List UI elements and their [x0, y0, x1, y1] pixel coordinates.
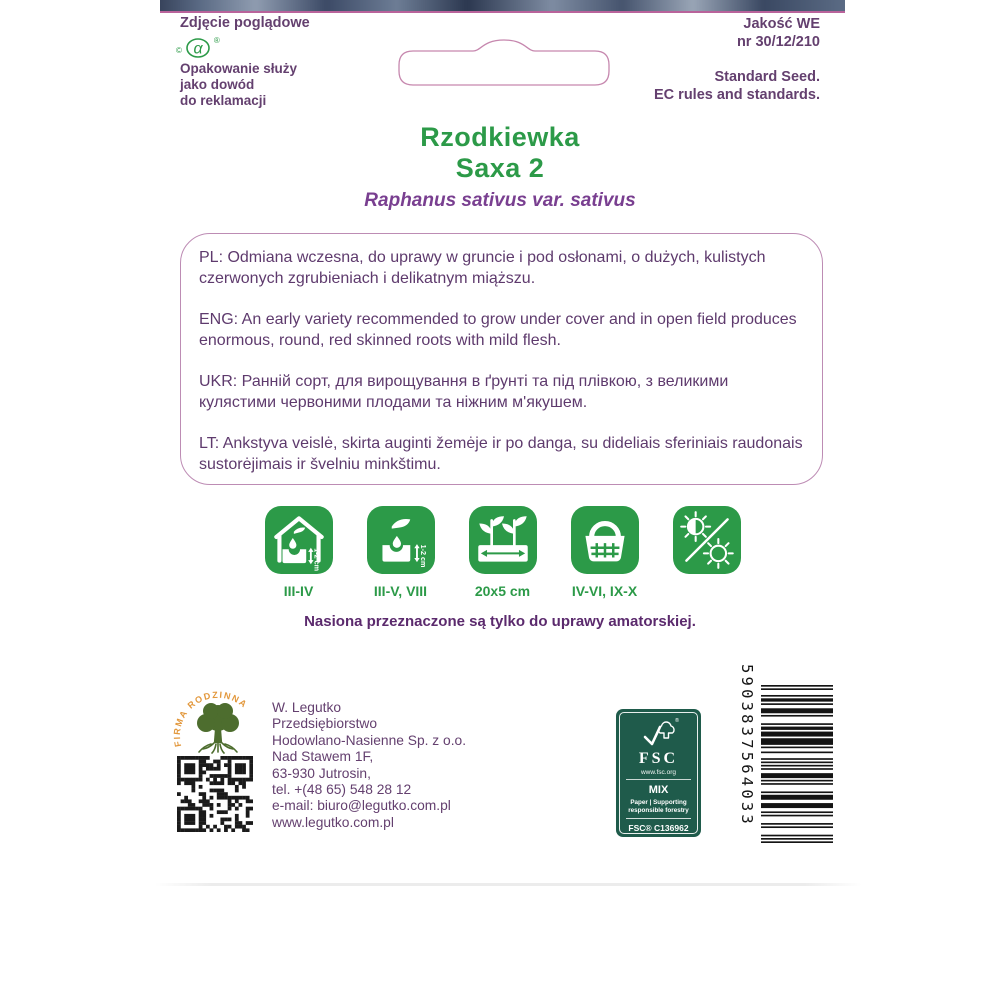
product-name: Rzodkiewka: [420, 122, 580, 152]
address-line: Nad Stawem 1F,: [272, 749, 374, 765]
fsc-license-number: FSC® C136962: [628, 823, 689, 833]
sun-partial-shade-icon: [673, 506, 741, 574]
fsc-grade: MIX: [648, 784, 669, 796]
address-line: www.legutko.com.pl: [272, 814, 394, 830]
registered-icon: ®: [213, 36, 220, 45]
description-eng: ENG: An early variety recommended to grow under cover and in open field produces enormous, round, red skinned roots with mild flesh.: [199, 311, 797, 349]
packaging-note: [180, 61, 297, 109]
description-ukr: UKR: Ранній сорт, для вирощування в ґрунті та під плівкою, з великими кулястими червоними плодами та ніжним м'якушем.: [199, 373, 729, 411]
family-company-logo: [166, 688, 270, 758]
tree-icon: [197, 703, 239, 753]
address-line: W. Legutko: [272, 700, 342, 715]
svg-text:1-2 cm: 1-2 cm: [311, 548, 321, 572]
description-pl: PL: Odmiana wczesna, do uprawy w gruncie i pod osłonami, o dużych, kulistych czerwonych zgrubieniach i delikatnym miąższu.: [199, 249, 766, 287]
svg-text:1-2 cm: 1-2 cm: [418, 544, 428, 568]
harvest-basket-icon: [571, 506, 639, 574]
product-title: [0, 122, 1000, 184]
sow-open-field-icon: [367, 506, 435, 574]
fold-line: [155, 883, 862, 886]
address-line: Przedsiębiorstwo: [272, 716, 378, 732]
plant-spacing-value: 20x5 cm: [474, 583, 531, 599]
cultivation-icons-row: [160, 506, 845, 599]
alpha-quality-mark: [176, 36, 220, 60]
qr-code: [177, 756, 253, 832]
svg-text:®: ®: [674, 718, 679, 724]
fsc-tagline: Paper | Supporting responsible forestry: [626, 799, 691, 819]
description-lt: LT: Ankstyva veislė, skirta auginti žemėje ir po danga, su dideliais sferiniais raudonais sustorėjimais ir švelniu minkštimu.: [199, 435, 803, 473]
icon-cell-sun-exposure: [672, 506, 742, 599]
address-line: e-mail: biuro@legutko.com.pl: [272, 798, 451, 814]
barcode-number: 5903837564033: [738, 664, 756, 827]
standard-seed-note: [654, 68, 820, 104]
icon-cell-sow-under-cover: [264, 506, 334, 599]
address-line: Hodowlano-Nasienne Sp. z o.o.: [272, 732, 467, 748]
icon-cell-harvest: [570, 506, 640, 599]
photo-note: Zdjęcie poglądowe: [180, 15, 310, 31]
fsc-label: [616, 709, 701, 837]
icon-cell-spacing: [468, 506, 538, 599]
latin-name: Raphanus sativus var. sativus: [364, 190, 636, 211]
sow-under-cover-icon: [265, 506, 333, 574]
quality-note: [737, 15, 820, 51]
quality-line: nr 30/12/210: [736, 34, 820, 50]
sowing-period-under-cover: III-IV: [283, 583, 314, 599]
alpha-icon: [182, 36, 214, 60]
packaging-note-line: jako dowód: [180, 77, 255, 92]
plant-spacing-icon: [469, 506, 537, 574]
company-address: [272, 700, 466, 831]
variety-name: Saxa 2: [455, 153, 545, 183]
fsc-url: www.fsc.org: [626, 769, 691, 780]
sowing-period-open-field: III-V, VIII: [373, 583, 428, 599]
packaging-note-line: Opakowanie służy: [180, 61, 298, 76]
ean-barcode: [735, 658, 835, 850]
address-line: tel. +(48 65) 548 28 12: [272, 782, 412, 798]
description-box: [180, 233, 823, 485]
harvest-period: IV-VI, IX-X: [571, 583, 638, 599]
quality-line: Jakość WE: [743, 16, 820, 32]
address-line: 63-930 Jutrosin,: [272, 765, 371, 781]
icon-cell-sow-open-field: [366, 506, 436, 599]
package-photo-edge: [160, 0, 845, 13]
svg-text:FIRMA RODZINNA: FIRMA RODZINNA: [171, 689, 250, 748]
fsc-brand: FSC: [638, 750, 679, 767]
standard-line: Standard Seed.: [714, 69, 820, 85]
barcode-bars: [761, 685, 833, 843]
svg-text:α: α: [193, 40, 203, 58]
standard-line: EC rules and standards.: [654, 87, 820, 103]
fsc-tree-check-icon: [639, 717, 679, 749]
diecut-window-outline: [393, 36, 615, 88]
amateur-use-note: Nasiona przeznaczone są tylko do uprawy amatorskiej.: [304, 613, 696, 630]
packaging-note-line: do reklamacji: [180, 93, 267, 108]
copyright-icon: ©: [176, 46, 182, 55]
